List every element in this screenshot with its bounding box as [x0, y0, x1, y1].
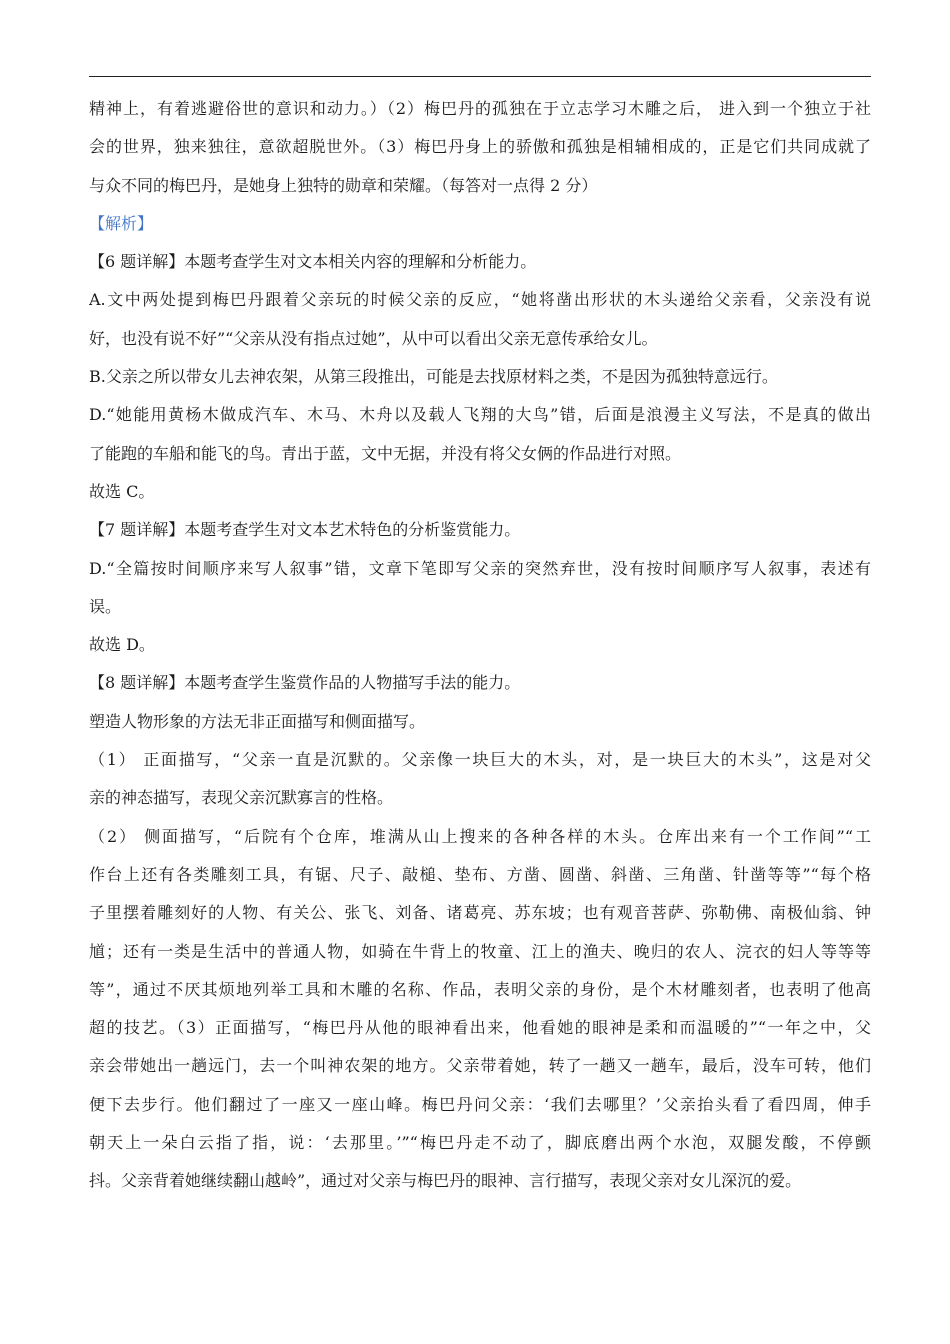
- text-line: 会的世界，独来独往，意欲超脱世外。（3）梅巴丹身上的骄傲和孤独是相辅相成的，正是它们共同成就了: [89, 137, 871, 157]
- text-line: B.父亲之所以带女儿去神农架，从第三段推出，可能是去找原材料之类，不是因为孤独特意远行。: [89, 367, 778, 387]
- text-line: 好，也没有说不好”“父亲从没有指点过她”，从中可以看出父亲无意传承给女儿。: [89, 328, 658, 348]
- text-line: 精神上，有着逃避俗世的意识和动力。）（2）梅巴丹的孤独在于立志学习木雕之后， 进入到一个独立于社: [89, 99, 871, 118]
- text-line: 馗；还有一类是生活中的普通人物，如骑在牛背上的牧童、江上的渔夫、晚归的农人、浣衣的妇人等等等: [89, 941, 871, 961]
- text-line: 了能跑的车船和能飞的鸟。青出于蓝，文中无据，并没有将父女俩的作品进行对照。: [89, 443, 682, 463]
- text-line: 便下去步行。他们翻过了一座又一座山峰。梅巴丹问父亲：‘我们去哪里？’父亲抬头看了看四周，伸手: [89, 1094, 871, 1114]
- text-line: 误。: [89, 596, 122, 616]
- text-line: D.“全篇按时间顺序来写人叙事”错，文章下笔即写父亲的突然弃世，没有按时间顺序写人叙事，表述有: [89, 558, 871, 578]
- text-line: （2） 侧面描写，“后院有个仓库，堆满从山上搜来的各种各样的木头。仓库出来有一个工作间”“工: [89, 826, 871, 846]
- text-line: 子里摆着雕刻好的人物、有关公、张飞、刘备、诸葛亮、苏东坡；也有观音菩萨、弥勒佛、南极仙翁、钟: [89, 903, 871, 923]
- text-line: 与众不同的梅巴丹，是她身上独特的勋章和荣耀。（每答对一点得 2 分）: [89, 175, 598, 195]
- document-body: [89, 90, 871, 1201]
- text-line: 亲的神态描写，表现父亲沉默寡言的性格。: [89, 788, 394, 808]
- text-line: 亲会带她出一趟远门，去一个叫神农架的地方。父亲带着她，转了一趟又一趟车，最后，没车可转，他们: [89, 1056, 871, 1076]
- text-line: 抖。父亲背着她继续翻山越岭”，通过对父亲与梅巴丹的眼神、言行描写，表现父亲对女儿深沉的爱。: [89, 1171, 802, 1191]
- text-line: 【6 题详解】本题考查学生对文本相关内容的理解和分析能力。: [89, 252, 537, 272]
- text-line: 【7 题详解】本题考查学生对文本艺术特色的分析鉴赏能力。: [89, 520, 521, 540]
- header-rule: [89, 76, 871, 77]
- text-line: 故选 D。: [89, 635, 155, 655]
- text-line: 塑造人物形象的方法无非正面描写和侧面描写。: [89, 711, 426, 731]
- text-line: 超的技艺。（3）正面描写，“梅巴丹从他的眼神看出来，他看她的眼神是柔和而温暖的”“一年之中，父: [89, 1018, 871, 1038]
- text-line: 朝天上一朵白云指了指，说：‘去那里。’”“梅巴丹走不动了，脚底磨出两个水泡，双腿发酸，不停颤: [89, 1133, 871, 1153]
- text-line: （1） 正面描写，“父亲一直是沉默的。父亲像一块巨大的木头，对，是一块巨大的木头”，这是对父: [89, 750, 871, 770]
- text-line: 【8 题详解】本题考查学生鉴赏作品的人物描写手法的能力。: [89, 673, 521, 693]
- text-line: 等”，通过不厌其烦地列举工具和木雕的名称、作品，表明父亲的身份，是个木材雕刻者，也表明了他高: [89, 979, 871, 999]
- text-line: 作台上还有各类雕刻工具，有锯、尺子、敲槌、垫布、方凿、圆凿、斜凿、三角凿、针凿等等”“每个格: [89, 864, 871, 884]
- text-line: D.“她能用黄杨木做成汽车、木马、木舟以及载人飞翔的大鸟”错，后面是浪漫主义写法，不是真的做出: [89, 405, 871, 425]
- section-heading: 【解析】: [89, 213, 154, 233]
- text-line: A.文中两处提到梅巴丹跟着父亲玩的时候父亲的反应，“她将凿出形状的木头递给父亲看，父亲没有说: [89, 290, 871, 310]
- text-line: 故选 C。: [89, 481, 155, 501]
